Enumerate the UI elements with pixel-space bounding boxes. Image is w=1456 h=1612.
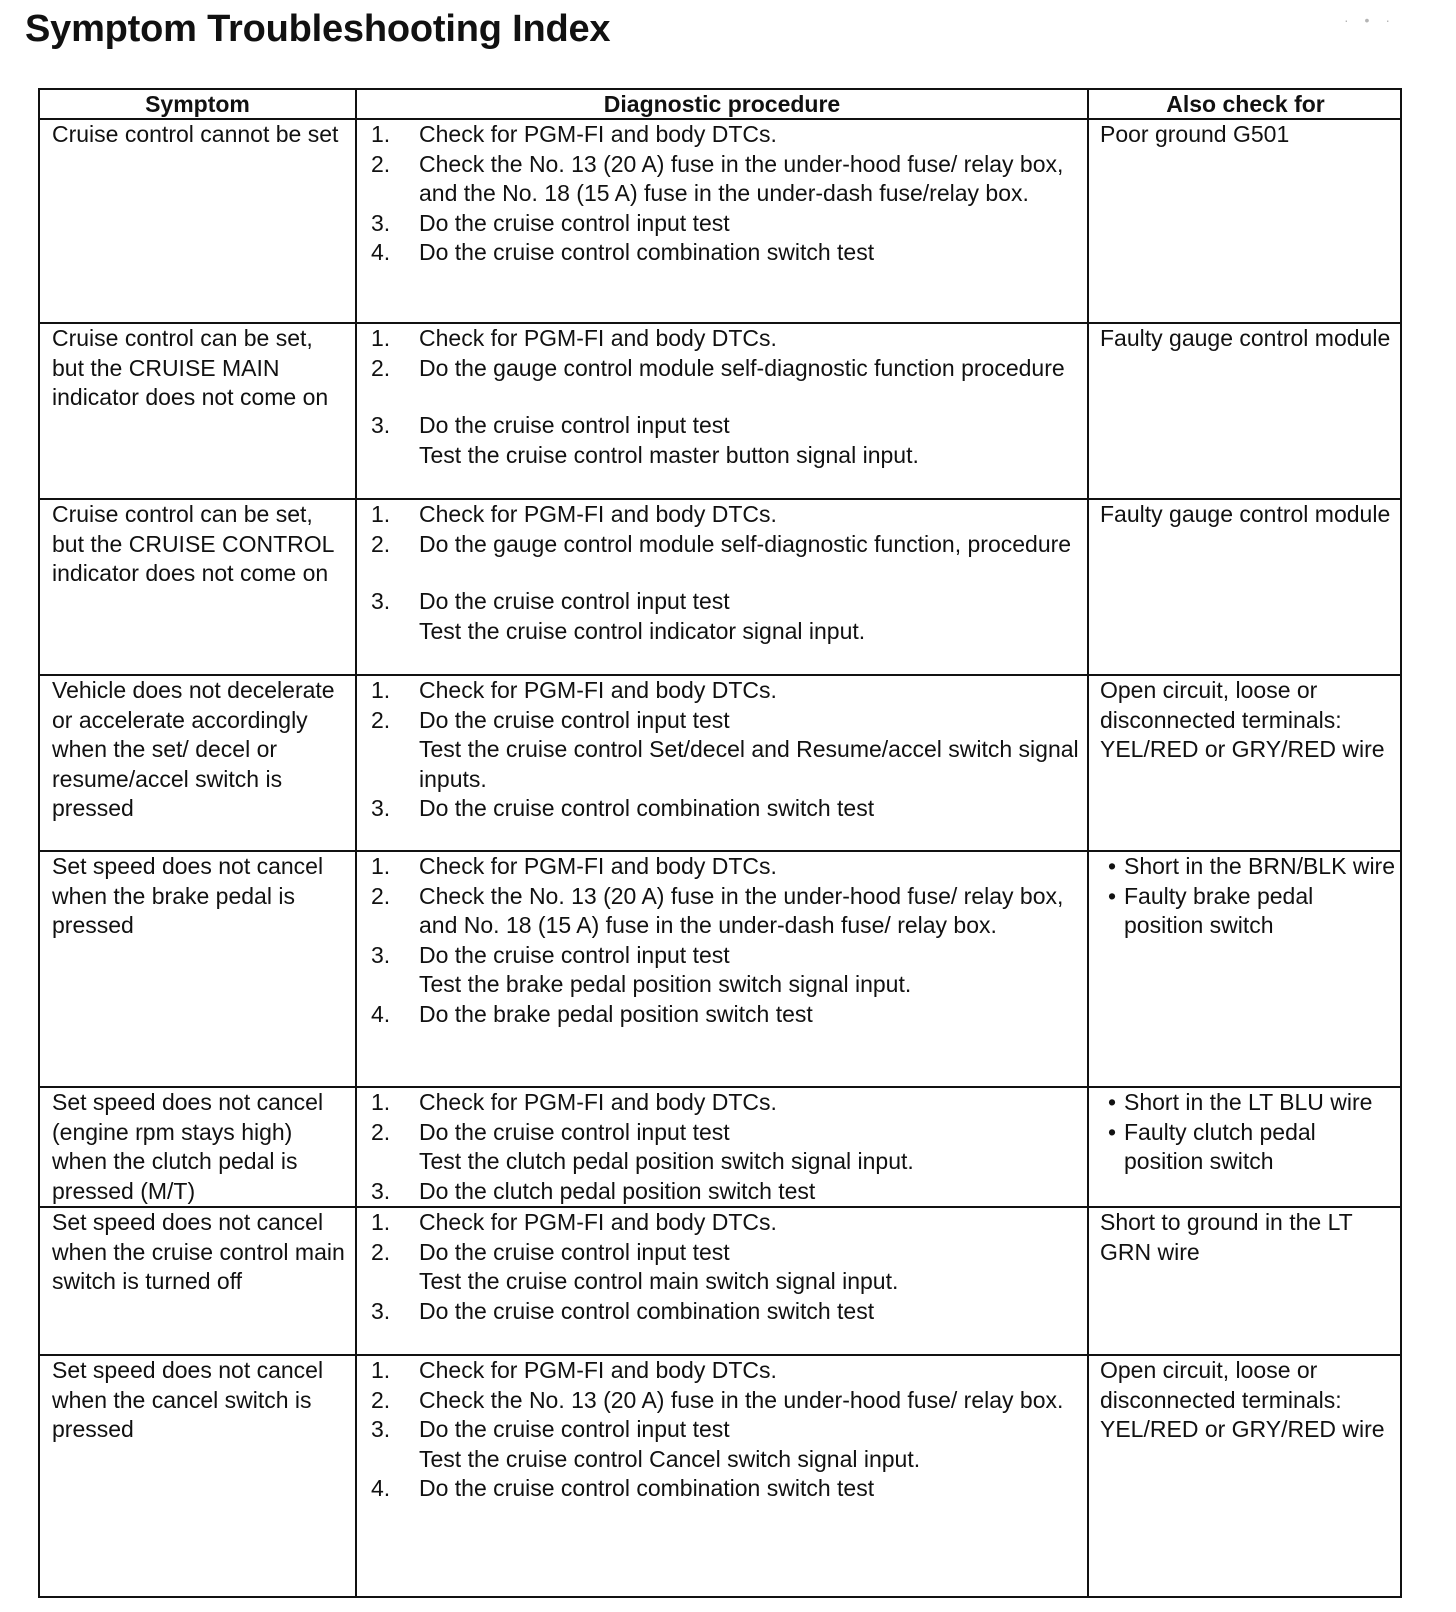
procedure-step: 1. Check for PGM-FI and body DTCs. <box>371 325 777 351</box>
also-check-cell <box>1100 852 1395 1086</box>
symptom-cell: Set speed does not cancel when the brake pedal is pressed <box>52 853 324 938</box>
procedure-step: 1. Check for PGM-FI and body DTCs. <box>371 677 777 703</box>
table-row <box>40 120 1400 324</box>
procedure-step: 3. Do the cruise control input test <box>371 1416 730 1442</box>
procedure-step-detail: Test the brake pedal position switch signal input. <box>419 971 912 997</box>
procedure-step-detail: Test the clutch pedal position switch signal input. <box>419 1148 914 1174</box>
procedure-step: 4. Do the cruise control combination switch test <box>371 1475 875 1501</box>
procedure-step: 1. Check for PGM-FI and body DTCs. <box>371 121 777 147</box>
scan-artifact: · • · <box>1343 12 1396 28</box>
procedure-step: 3. Do the clutch pedal position switch test <box>371 1177 816 1204</box>
symptom-cell: Set speed does not cancel (engine rpm stays high) when the clutch pedal is pressed (M/T) <box>52 1089 324 1204</box>
table-row <box>40 324 1400 500</box>
table-row <box>40 1088 1400 1208</box>
procedure-step: 1. Check for PGM-FI and body DTCs. <box>371 1209 777 1235</box>
procedure-step: 4. Do the brake pedal position switch test <box>371 1000 813 1027</box>
header-symptom: Symptom <box>145 91 250 117</box>
procedure-step: 2. Do the gauge control module self-diagnostic function procedure <box>371 354 1065 381</box>
also-check-bullet: • Faulty clutch pedal position switch <box>1100 1118 1395 1177</box>
symptom-cell: Cruise control cannot be set <box>52 121 339 147</box>
procedure-step-detail: Test the cruise control master button signal input. <box>419 441 919 468</box>
also-check-bullet: • Faulty brake pedal position switch <box>1100 882 1395 941</box>
procedure-cell <box>357 676 1087 850</box>
bullet-icon: • <box>1107 853 1117 879</box>
procedure-step: 3. Do the cruise control input test <box>371 588 730 614</box>
also-check-cell <box>1100 1088 1395 1206</box>
procedure-step: 2. Check the No. 13 (20 A) fuse in the under-hood fuse/ relay box, and the No. 18 (15 A) fuse in the under-dash fuse/relay box. <box>371 150 1064 206</box>
procedure-step: 1. Check for PGM-FI and body DTCs. <box>371 1357 777 1383</box>
procedure-step-detail: Test the cruise control indicator signal input. <box>419 617 866 644</box>
procedure-cell <box>357 324 1087 498</box>
table-row <box>40 1356 1400 1596</box>
bullet-icon: • <box>1107 1118 1117 1145</box>
procedure-step: 2. Do the cruise control input test <box>371 706 730 733</box>
also-check-cell: Open circuit, loose or disconnected terminals: YEL/RED or GRY/RED wire <box>1100 677 1385 762</box>
procedure-step-detail: Test the cruise control Set/decel and Resume/accel switch signal inputs. <box>419 736 1079 792</box>
procedure-cell <box>357 120 1087 322</box>
also-check-cell: Faulty gauge control module <box>1100 501 1391 527</box>
table-row <box>40 500 1400 676</box>
table-row <box>40 1208 1400 1356</box>
procedure-cell <box>357 1208 1087 1354</box>
also-check-cell: Open circuit, loose or disconnected terminals: YEL/RED or GRY/RED wire <box>1100 1357 1385 1442</box>
symptom-cell: Set speed does not cancel when the cancel switch is pressed <box>52 1357 324 1442</box>
procedure-step: 2. Do the cruise control input test <box>371 1238 730 1265</box>
procedure-step: 2. Do the cruise control input test <box>371 1118 730 1145</box>
symptom-cell: Vehicle does not decelerate or accelerate accordingly when the set/ decel or resume/accel switch is pressed <box>52 677 335 821</box>
procedure-cell <box>357 1088 1087 1206</box>
table-row <box>40 852 1400 1088</box>
procedure-step: 3. Do the cruise control combination switch test <box>371 1297 875 1324</box>
procedure-step: 2. Do the gauge control module self-diagnostic function, procedure <box>371 530 1072 557</box>
also-check-cell: Faulty gauge control module <box>1100 325 1391 351</box>
procedure-step: 3. Do the cruise control input test <box>371 412 730 438</box>
header-also-check-for: Also check for <box>1166 91 1325 117</box>
procedure-step: 3. Do the cruise control combination switch test <box>371 795 875 821</box>
procedure-cell <box>357 852 1087 1086</box>
table-row <box>40 676 1400 852</box>
procedure-step: 1. Check for PGM-FI and body DTCs. <box>371 1089 777 1115</box>
procedure-step: 4. Do the cruise control combination switch test <box>371 239 875 265</box>
bullet-icon: • <box>1107 882 1117 909</box>
procedure-step-detail: Test the cruise control main switch signal input. <box>419 1268 899 1294</box>
procedure-step: 1. Check for PGM-FI and body DTCs. <box>371 853 777 879</box>
procedure-step: 2. Check the No. 13 (20 A) fuse in the under-hood fuse/ relay box. <box>371 1386 1064 1413</box>
also-check-cell: Short to ground in the LT GRN wire <box>1100 1209 1353 1265</box>
procedure-step: 3. Do the cruise control input test <box>371 209 730 236</box>
procedure-step: 2. Check the No. 13 (20 A) fuse in the under-hood fuse/ relay box, and No. 18 (15 A) fuse in the under-dash fuse/ relay box. <box>371 882 1064 938</box>
header-diagnostic-procedure: Diagnostic procedure <box>603 91 841 117</box>
page-title: Symptom Troubleshooting Index <box>25 8 611 50</box>
procedure-cell <box>357 500 1087 674</box>
table-header-row <box>40 90 1400 120</box>
also-check-bullet: • Short in the LT BLU wire <box>1100 1088 1395 1118</box>
symptom-cell: Set speed does not cancel when the cruise control main switch is turned off <box>52 1209 345 1294</box>
procedure-step-detail: Test the cruise control Cancel switch signal input. <box>419 1445 921 1472</box>
procedure-step: 3. Do the cruise control input test <box>371 941 730 968</box>
troubleshooting-table <box>38 88 1402 1598</box>
procedure-cell <box>357 1356 1087 1596</box>
bullet-icon: • <box>1107 1089 1117 1115</box>
procedure-step: 1. Check for PGM-FI and body DTCs. <box>371 501 777 527</box>
also-check-cell: Poor ground G501 <box>1100 121 1290 147</box>
symptom-cell: Cruise control can be set, but the CRUISE MAIN indicator does not come on <box>52 325 329 410</box>
symptom-cell: Cruise control can be set, but the CRUISE CONTROL indicator does not come on <box>52 501 334 586</box>
also-check-bullet: • Short in the BRN/BLK wire <box>1100 852 1395 882</box>
